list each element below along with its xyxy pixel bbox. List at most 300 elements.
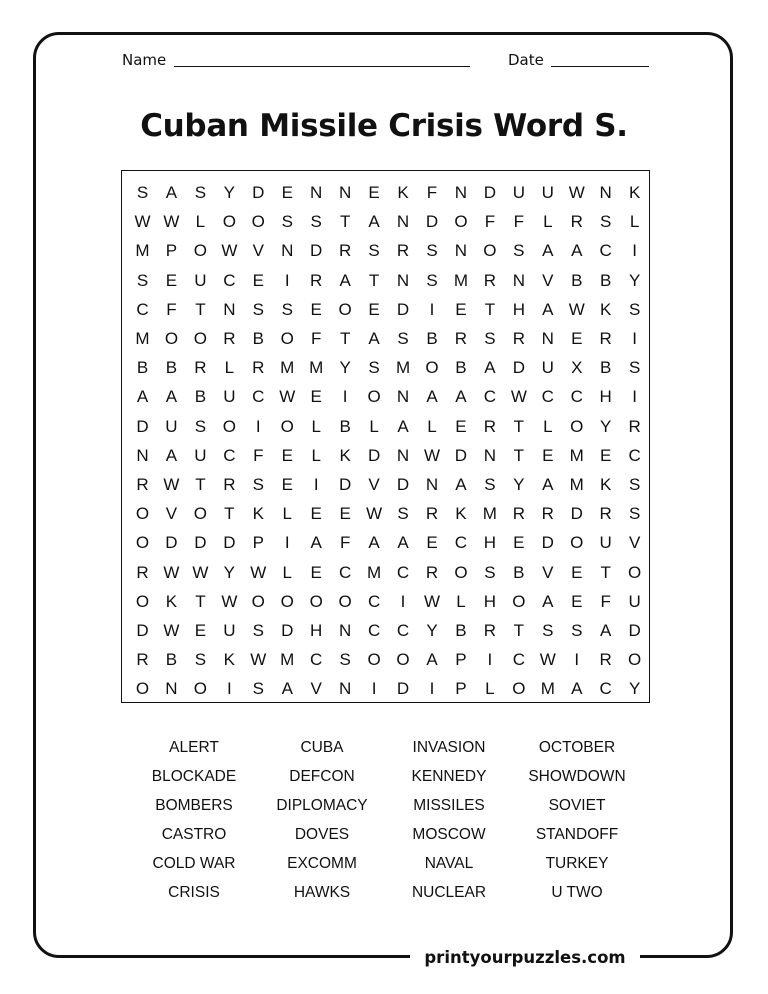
grid-letter[interactable]: O: [338, 591, 352, 611]
grid-letter[interactable]: D: [570, 504, 583, 524]
grid-letter[interactable]: D: [396, 679, 410, 699]
grid-letter[interactable]: W: [163, 621, 180, 640]
grid-letter[interactable]: N: [454, 183, 468, 202]
grid-letter[interactable]: M: [540, 679, 555, 699]
grid-letter[interactable]: N: [223, 299, 236, 319]
grid-letter[interactable]: R: [483, 621, 497, 640]
grid-letter[interactable]: O: [193, 504, 207, 524]
grid-letter[interactable]: F: [600, 591, 611, 611]
grid-letter[interactable]: H: [483, 591, 497, 611]
grid-letter[interactable]: U: [194, 445, 207, 465]
grid-letter[interactable]: E: [571, 591, 583, 611]
grid-letter[interactable]: L: [543, 416, 553, 436]
grid-letter[interactable]: E: [368, 299, 380, 319]
grid-letter[interactable]: A: [165, 445, 178, 465]
grid-letter[interactable]: R: [628, 416, 641, 436]
grid-letter[interactable]: W: [221, 241, 238, 261]
grid-letter[interactable]: A: [136, 387, 149, 407]
grid-letter[interactable]: L: [195, 212, 206, 232]
grid-letter[interactable]: K: [165, 591, 178, 611]
grid-letter[interactable]: E: [165, 270, 178, 290]
grid-letter[interactable]: E: [426, 533, 438, 553]
grid-letter[interactable]: Y: [223, 562, 236, 582]
grid-letter[interactable]: W: [568, 183, 585, 202]
grid-letter[interactable]: T: [339, 329, 351, 348]
grid-letter[interactable]: M: [569, 445, 584, 465]
grid-letter[interactable]: O: [367, 650, 381, 670]
grid-letter[interactable]: O: [135, 679, 150, 699]
grid-letter[interactable]: B: [339, 416, 351, 436]
grid-letter[interactable]: U: [541, 358, 554, 378]
grid-letter[interactable]: A: [484, 358, 496, 378]
name-line[interactable]: [174, 66, 470, 67]
grid-letter[interactable]: S: [426, 270, 438, 290]
grid-letter[interactable]: P: [455, 679, 467, 699]
grid-letter[interactable]: B: [513, 562, 525, 582]
grid-letter[interactable]: E: [368, 183, 380, 202]
grid-letter[interactable]: T: [368, 270, 380, 290]
grid-letter[interactable]: N: [396, 212, 410, 232]
grid-letter[interactable]: S: [252, 475, 264, 494]
grid-letter[interactable]: E: [513, 533, 525, 553]
date-line[interactable]: [551, 66, 649, 67]
grid-letter[interactable]: B: [455, 358, 467, 378]
grid-letter[interactable]: L: [224, 358, 235, 378]
grid-letter[interactable]: L: [543, 212, 553, 232]
grid-letter[interactable]: D: [165, 533, 178, 553]
grid-letter[interactable]: T: [513, 445, 525, 465]
grid-letter[interactable]: U: [194, 270, 207, 290]
grid-letter[interactable]: M: [280, 358, 295, 378]
grid-letter[interactable]: I: [371, 679, 377, 699]
grid-letter[interactable]: D: [136, 621, 149, 640]
grid-letter[interactable]: L: [282, 562, 292, 582]
grid-letter[interactable]: A: [455, 475, 467, 494]
grid-letter[interactable]: B: [455, 621, 467, 640]
grid-letter[interactable]: W: [163, 475, 180, 494]
grid-letter[interactable]: E: [571, 562, 583, 582]
grid-letter[interactable]: T: [339, 212, 351, 232]
grid-letter[interactable]: C: [483, 387, 497, 407]
grid-letter[interactable]: D: [541, 533, 554, 553]
grid-letter[interactable]: A: [368, 329, 380, 348]
grid-letter[interactable]: E: [310, 504, 322, 524]
grid-letter[interactable]: L: [311, 445, 321, 465]
grid-letter[interactable]: U: [165, 416, 178, 436]
grid-letter[interactable]: U: [223, 621, 236, 640]
grid-letter[interactable]: S: [484, 562, 496, 582]
grid-letter[interactable]: S: [628, 358, 641, 378]
grid-letter[interactable]: A: [600, 621, 612, 640]
grid-letter[interactable]: S: [571, 621, 583, 640]
grid-letter[interactable]: O: [628, 650, 642, 670]
grid-letter[interactable]: M: [367, 562, 382, 582]
grid-letter[interactable]: C: [252, 387, 265, 407]
grid-letter[interactable]: Y: [426, 621, 438, 640]
grid-letter[interactable]: Y: [600, 416, 612, 436]
grid-letter[interactable]: W: [510, 387, 527, 407]
grid-letter[interactable]: M: [280, 650, 295, 670]
grid-letter[interactable]: R: [483, 416, 497, 436]
grid-letter[interactable]: N: [541, 329, 554, 348]
grid-letter[interactable]: E: [310, 562, 322, 582]
grid-letter[interactable]: L: [485, 679, 495, 699]
grid-letter[interactable]: K: [397, 183, 409, 202]
grid-letter[interactable]: R: [599, 504, 612, 524]
grid-letter[interactable]: C: [628, 445, 641, 465]
grid-letter[interactable]: E: [339, 504, 351, 524]
grid-letter[interactable]: W: [250, 650, 267, 670]
grid-letter[interactable]: A: [397, 416, 409, 436]
grid-letter[interactable]: V: [628, 533, 641, 553]
grid-letter[interactable]: I: [574, 650, 580, 670]
grid-letter[interactable]: O: [164, 329, 179, 348]
grid-letter[interactable]: O: [193, 679, 207, 699]
grid-letter[interactable]: Y: [628, 679, 641, 699]
grid-letter[interactable]: D: [396, 475, 410, 494]
grid-letter[interactable]: E: [455, 416, 467, 436]
grid-letter[interactable]: W: [192, 562, 209, 582]
grid-letter[interactable]: E: [600, 445, 612, 465]
grid-letter[interactable]: E: [542, 445, 554, 465]
grid-letter[interactable]: M: [569, 475, 584, 494]
grid-letter[interactable]: D: [483, 183, 497, 202]
grid-letter[interactable]: R: [512, 329, 525, 348]
grid-letter[interactable]: K: [455, 504, 467, 524]
grid-letter[interactable]: S: [426, 241, 438, 261]
grid-letter[interactable]: R: [599, 329, 612, 348]
grid-letter[interactable]: O: [193, 329, 207, 348]
grid-letter[interactable]: B: [600, 358, 612, 378]
grid-letter[interactable]: I: [632, 387, 637, 407]
grid-letter[interactable]: O: [222, 416, 236, 436]
grid-letter[interactable]: A: [310, 533, 322, 553]
grid-letter[interactable]: D: [454, 445, 468, 465]
grid-letter[interactable]: U: [541, 183, 554, 202]
grid-letter[interactable]: S: [628, 475, 641, 494]
grid-letter[interactable]: A: [542, 299, 554, 319]
grid-letter[interactable]: U: [628, 591, 641, 611]
grid-letter[interactable]: Y: [628, 270, 641, 290]
grid-letter[interactable]: R: [136, 562, 149, 582]
grid-letter[interactable]: O: [135, 533, 150, 553]
grid-letter[interactable]: S: [484, 329, 496, 348]
grid-letter[interactable]: E: [194, 621, 207, 640]
grid-letter[interactable]: S: [281, 212, 293, 232]
grid-letter[interactable]: T: [195, 591, 206, 611]
grid-letter[interactable]: N: [281, 241, 294, 261]
grid-letter[interactable]: I: [632, 241, 637, 261]
grid-letter[interactable]: S: [513, 241, 525, 261]
grid-letter[interactable]: I: [284, 533, 290, 553]
grid-letter[interactable]: O: [454, 212, 468, 232]
grid-letter[interactable]: R: [223, 475, 236, 494]
grid-letter[interactable]: O: [570, 533, 584, 553]
grid-letter[interactable]: A: [426, 387, 438, 407]
grid-letter[interactable]: M: [135, 329, 150, 348]
grid-letter[interactable]: A: [397, 533, 409, 553]
grid-letter[interactable]: D: [136, 416, 149, 436]
grid-letter[interactable]: C: [367, 621, 381, 640]
grid-letter[interactable]: D: [310, 241, 323, 261]
grid-letter[interactable]: N: [396, 270, 410, 290]
grid-letter[interactable]: C: [396, 562, 410, 582]
grid-letter[interactable]: D: [223, 533, 236, 553]
grid-letter[interactable]: T: [484, 299, 496, 319]
grid-letter[interactable]: R: [512, 504, 525, 524]
grid-letter[interactable]: S: [136, 183, 149, 202]
grid-letter[interactable]: P: [165, 241, 178, 261]
grid-letter[interactable]: E: [252, 270, 264, 290]
grid-letter[interactable]: S: [368, 358, 380, 378]
grid-letter[interactable]: T: [513, 416, 525, 436]
grid-letter[interactable]: K: [339, 445, 351, 465]
grid-letter[interactable]: S: [339, 650, 351, 670]
grid-letter[interactable]: A: [339, 270, 351, 290]
grid-letter[interactable]: R: [252, 358, 265, 378]
grid-letter[interactable]: N: [136, 445, 149, 465]
grid-letter[interactable]: C: [454, 533, 468, 553]
grid-letter[interactable]: A: [426, 650, 438, 670]
grid-letter[interactable]: O: [338, 299, 352, 319]
grid-letter[interactable]: S: [397, 329, 409, 348]
grid-letter[interactable]: R: [541, 504, 554, 524]
grid-letter[interactable]: W: [163, 562, 180, 582]
grid-letter[interactable]: R: [396, 241, 410, 261]
grid-letter[interactable]: C: [310, 650, 323, 670]
grid-letter[interactable]: N: [396, 387, 410, 407]
grid-letter[interactable]: L: [369, 416, 379, 436]
grid-letter[interactable]: D: [396, 299, 410, 319]
grid-letter[interactable]: F: [513, 212, 525, 232]
grid-letter[interactable]: C: [396, 621, 410, 640]
grid-letter[interactable]: E: [281, 475, 293, 494]
grid-letter[interactable]: C: [367, 591, 381, 611]
grid-letter[interactable]: W: [539, 650, 556, 670]
grid-letter[interactable]: Y: [339, 358, 351, 378]
grid-letter[interactable]: C: [136, 299, 149, 319]
grid-letter[interactable]: P: [252, 533, 264, 553]
grid-letter[interactable]: M: [453, 270, 469, 290]
grid-letter[interactable]: S: [628, 299, 641, 319]
grid-letter[interactable]: C: [223, 445, 236, 465]
grid-letter[interactable]: H: [599, 387, 612, 407]
grid-letter[interactable]: A: [571, 679, 583, 699]
grid-letter[interactable]: F: [166, 299, 177, 319]
grid-letter[interactable]: E: [455, 299, 467, 319]
grid-letter[interactable]: S: [194, 650, 207, 670]
grid-letter[interactable]: K: [600, 299, 612, 319]
grid-letter[interactable]: H: [310, 621, 323, 640]
grid-letter[interactable]: O: [251, 591, 265, 611]
grid-letter[interactable]: E: [571, 329, 583, 348]
grid-letter[interactable]: A: [165, 387, 178, 407]
grid-letter[interactable]: W: [250, 562, 267, 582]
grid-letter[interactable]: T: [195, 299, 206, 319]
grid-letter[interactable]: S: [252, 621, 264, 640]
grid-letter[interactable]: S: [281, 299, 293, 319]
grid-letter[interactable]: I: [255, 416, 261, 436]
grid-letter[interactable]: R: [136, 475, 149, 494]
grid-letter[interactable]: R: [570, 212, 583, 232]
grid-letter[interactable]: R: [425, 562, 439, 582]
grid-letter[interactable]: B: [136, 358, 149, 378]
grid-letter[interactable]: B: [600, 270, 612, 290]
grid-letter[interactable]: H: [512, 299, 525, 319]
grid-letter[interactable]: K: [223, 650, 236, 670]
grid-letter[interactable]: O: [135, 504, 150, 524]
grid-letter[interactable]: M: [482, 504, 497, 524]
grid-letter[interactable]: I: [487, 650, 493, 670]
grid-letter[interactable]: V: [310, 679, 322, 699]
grid-letter[interactable]: R: [339, 241, 352, 261]
grid-letter[interactable]: O: [425, 358, 439, 378]
grid-letter[interactable]: F: [310, 329, 322, 348]
grid-letter[interactable]: C: [223, 270, 236, 290]
grid-letter[interactable]: B: [252, 329, 264, 348]
grid-letter[interactable]: V: [252, 241, 264, 261]
grid-letter[interactable]: M: [135, 241, 150, 261]
grid-letter[interactable]: B: [194, 387, 207, 407]
grid-letter[interactable]: B: [165, 650, 178, 670]
grid-letter[interactable]: C: [599, 241, 612, 261]
grid-letter[interactable]: O: [251, 212, 265, 232]
grid-letter[interactable]: S: [628, 504, 641, 524]
grid-letter[interactable]: R: [223, 329, 236, 348]
grid-letter[interactable]: R: [483, 270, 497, 290]
grid-letter[interactable]: S: [252, 679, 264, 699]
grid-letter[interactable]: S: [368, 241, 380, 261]
grid-letter[interactable]: D: [339, 475, 352, 494]
grid-letter[interactable]: W: [221, 591, 238, 611]
grid-letter[interactable]: O: [628, 562, 642, 582]
grid-letter[interactable]: S: [310, 212, 322, 232]
grid-letter[interactable]: W: [134, 212, 151, 232]
grid-letter[interactable]: M: [395, 358, 411, 378]
grid-letter[interactable]: X: [571, 358, 583, 378]
grid-letter[interactable]: E: [281, 183, 293, 202]
grid-letter[interactable]: N: [425, 475, 439, 494]
grid-letter[interactable]: N: [165, 679, 178, 699]
grid-letter[interactable]: W: [279, 387, 296, 407]
grid-letter[interactable]: F: [426, 183, 438, 202]
grid-letter[interactable]: O: [570, 416, 584, 436]
grid-letter[interactable]: B: [426, 329, 438, 348]
grid-letter[interactable]: D: [425, 212, 439, 232]
grid-letter[interactable]: A: [368, 212, 380, 232]
grid-letter[interactable]: O: [512, 591, 526, 611]
grid-letter[interactable]: L: [427, 416, 437, 436]
grid-letter[interactable]: R: [425, 504, 439, 524]
grid-letter[interactable]: K: [600, 475, 612, 494]
grid-letter[interactable]: D: [367, 445, 381, 465]
grid-letter[interactable]: C: [339, 562, 352, 582]
grid-letter[interactable]: O: [454, 562, 468, 582]
grid-letter[interactable]: L: [282, 504, 292, 524]
grid-letter[interactable]: L: [456, 591, 466, 611]
grid-letter[interactable]: S: [397, 504, 409, 524]
grid-letter[interactable]: E: [281, 445, 293, 465]
grid-letter[interactable]: U: [223, 387, 236, 407]
grid-letter[interactable]: C: [512, 650, 525, 670]
grid-letter[interactable]: N: [512, 270, 525, 290]
grid-letter[interactable]: O: [396, 650, 410, 670]
grid-letter[interactable]: N: [310, 183, 323, 202]
grid-letter[interactable]: I: [429, 679, 435, 699]
grid-letter[interactable]: A: [542, 241, 554, 261]
grid-letter[interactable]: W: [568, 299, 585, 319]
grid-letter[interactable]: D: [628, 621, 641, 640]
grid-letter[interactable]: O: [512, 679, 526, 699]
grid-letter[interactable]: A: [542, 591, 554, 611]
grid-letter[interactable]: N: [483, 445, 497, 465]
grid-letter[interactable]: W: [423, 591, 441, 611]
grid-letter[interactable]: R: [136, 650, 149, 670]
grid-letter[interactable]: O: [222, 212, 236, 232]
grid-letter[interactable]: U: [512, 183, 525, 202]
grid-letter[interactable]: W: [423, 445, 441, 465]
grid-letter[interactable]: E: [310, 299, 322, 319]
grid-letter[interactable]: O: [483, 241, 497, 261]
grid-letter[interactable]: S: [600, 212, 612, 232]
grid-letter[interactable]: W: [366, 504, 383, 524]
grid-letter[interactable]: N: [454, 241, 468, 261]
grid-letter[interactable]: O: [193, 241, 207, 261]
grid-letter[interactable]: R: [454, 329, 468, 348]
grid-letter[interactable]: I: [632, 329, 637, 348]
grid-letter[interactable]: K: [628, 183, 641, 202]
grid-letter[interactable]: O: [309, 591, 323, 611]
grid-letter[interactable]: B: [165, 358, 178, 378]
grid-letter[interactable]: C: [570, 387, 583, 407]
grid-letter[interactable]: N: [396, 445, 410, 465]
grid-letter[interactable]: S: [136, 270, 149, 290]
grid-letter[interactable]: T: [195, 475, 206, 494]
grid-letter[interactable]: D: [281, 621, 294, 640]
grid-letter[interactable]: S: [484, 475, 496, 494]
grid-letter[interactable]: R: [310, 270, 323, 290]
grid-letter[interactable]: I: [313, 475, 319, 494]
grid-letter[interactable]: N: [339, 183, 352, 202]
grid-letter[interactable]: A: [455, 387, 467, 407]
grid-letter[interactable]: L: [311, 416, 321, 436]
grid-letter[interactable]: O: [280, 416, 294, 436]
grid-letter[interactable]: T: [513, 621, 525, 640]
grid-letter[interactable]: V: [542, 270, 554, 290]
grid-letter[interactable]: I: [400, 591, 406, 611]
grid-letter[interactable]: T: [224, 504, 235, 524]
grid-letter[interactable]: D: [252, 183, 265, 202]
grid-letter[interactable]: S: [194, 183, 207, 202]
grid-letter[interactable]: N: [599, 183, 612, 202]
grid-letter[interactable]: K: [252, 504, 264, 524]
grid-letter[interactable]: A: [368, 533, 380, 553]
grid-letter[interactable]: W: [163, 212, 180, 232]
grid-letter[interactable]: V: [368, 475, 380, 494]
grid-letter[interactable]: I: [226, 679, 232, 699]
grid-letter[interactable]: C: [541, 387, 554, 407]
grid-letter[interactable]: Y: [513, 475, 525, 494]
grid-letter[interactable]: A: [281, 679, 293, 699]
grid-letter[interactable]: R: [599, 650, 612, 670]
grid-letter[interactable]: R: [194, 358, 207, 378]
grid-letter[interactable]: D: [512, 358, 525, 378]
grid-letter[interactable]: V: [165, 504, 178, 524]
grid-letter[interactable]: B: [571, 270, 583, 290]
grid-letter[interactable]: E: [310, 387, 322, 407]
grid-letter[interactable]: A: [542, 475, 554, 494]
grid-letter[interactable]: U: [599, 533, 612, 553]
